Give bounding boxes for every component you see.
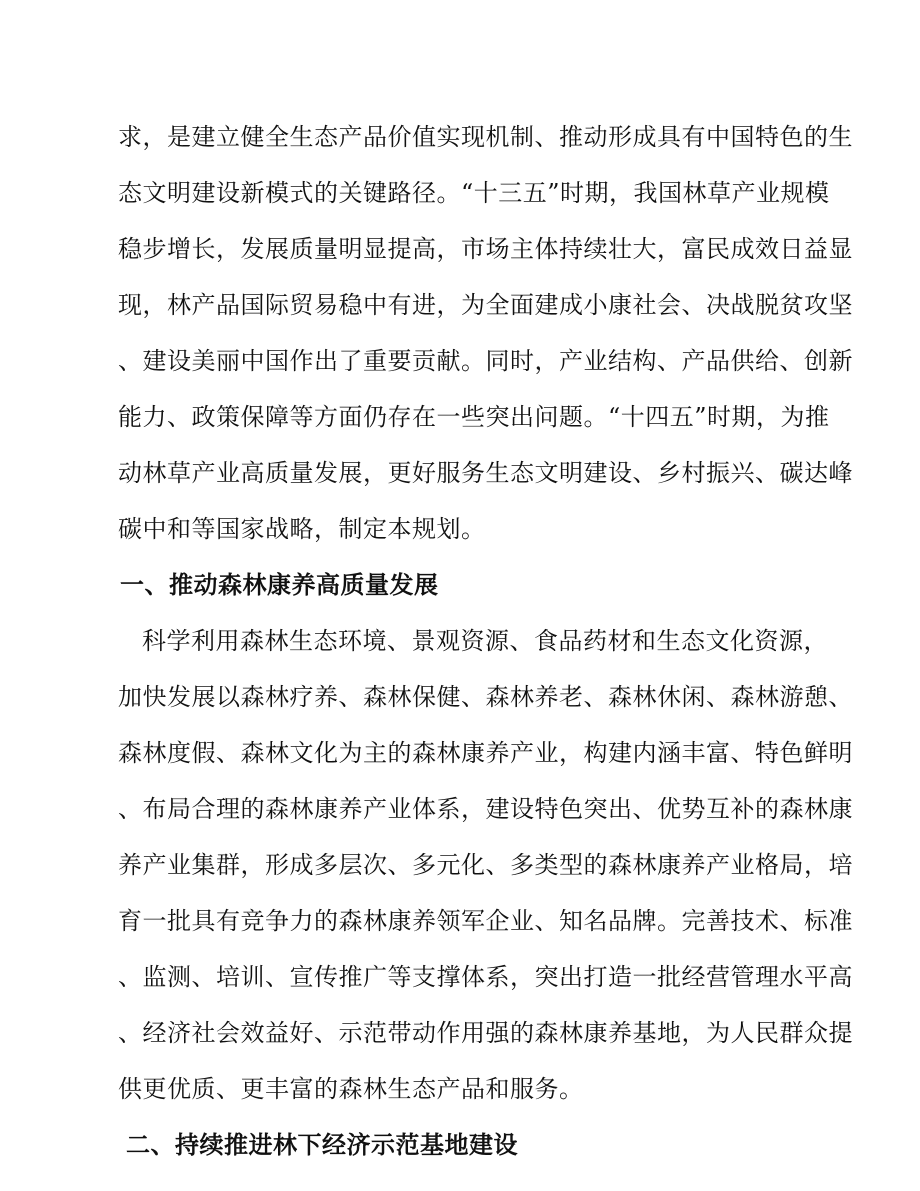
paragraph-line: 科学利用森林生态环境、景观资源、食品药材和生态文化资源， xyxy=(142,627,828,655)
paragraph-line: 养产业集群，形成多层次、多元化、多类型的森林康养产业格局，培 xyxy=(118,851,853,879)
paragraph-line: 稳步增长，发展质量明显提高，市场主体持续壮大，富民成效日益显 xyxy=(118,235,853,263)
paragraph-line: 育一批具有竞争力的森林康养领军企业、知名品牌。完善技术、标准 xyxy=(118,907,853,935)
paragraph-line: 、监测、培训、宣传推广等支撑体系，突出打造一批经营管理水平高 xyxy=(118,963,853,991)
paragraph-line: 、经济社会效益好、示范带动作用强的森林康养基地，为人民群众提 xyxy=(118,1019,853,1047)
paragraph-line: 求，是建立健全生态产品价值实现机制、推动形成具有中国特色的生 xyxy=(118,123,853,151)
section-heading-2: 二、持续推进林下经济示范基地建设 xyxy=(126,1130,518,1159)
paragraph-line: 现，林产品国际贸易稳中有进，为全面建成小康社会、决战脱贫攻坚 xyxy=(118,291,853,319)
paragraph-line: 供更优质、更丰富的森林生态产品和服务。 xyxy=(118,1075,584,1103)
paragraph-line: 森林度假、森林文化为主的森林康养产业，构建内涵丰富、特色鲜明 xyxy=(118,739,853,767)
paragraph-line: 加快发展以森林疗养、森林保健、森林养老、森林休闲、森林游憩、 xyxy=(118,683,853,711)
paragraph-line: 、布局合理的森林康养产业体系，建设特色突出、优势互补的森林康 xyxy=(118,795,853,823)
paragraph-line: 碳中和等国家战略，制定本规划。 xyxy=(118,515,486,543)
paragraph-line: 、建设美丽中国作出了重要贡献。同时，产业结构、产品供给、创新 xyxy=(118,347,853,375)
paragraph-line: 动林草产业高质量发展，更好服务生态文明建设、乡村振兴、碳达峰 xyxy=(118,459,853,487)
paragraph-line: 态文明建设新模式的关键路径。“十三五”时期，我国林草产业规模 xyxy=(118,179,830,207)
section-heading-1: 一、推动森林康养高质量发展 xyxy=(120,570,439,599)
paragraph-line: 能力、政策保障等方面仍存在一些突出问题。“十四五”时期，为推 xyxy=(118,403,830,431)
